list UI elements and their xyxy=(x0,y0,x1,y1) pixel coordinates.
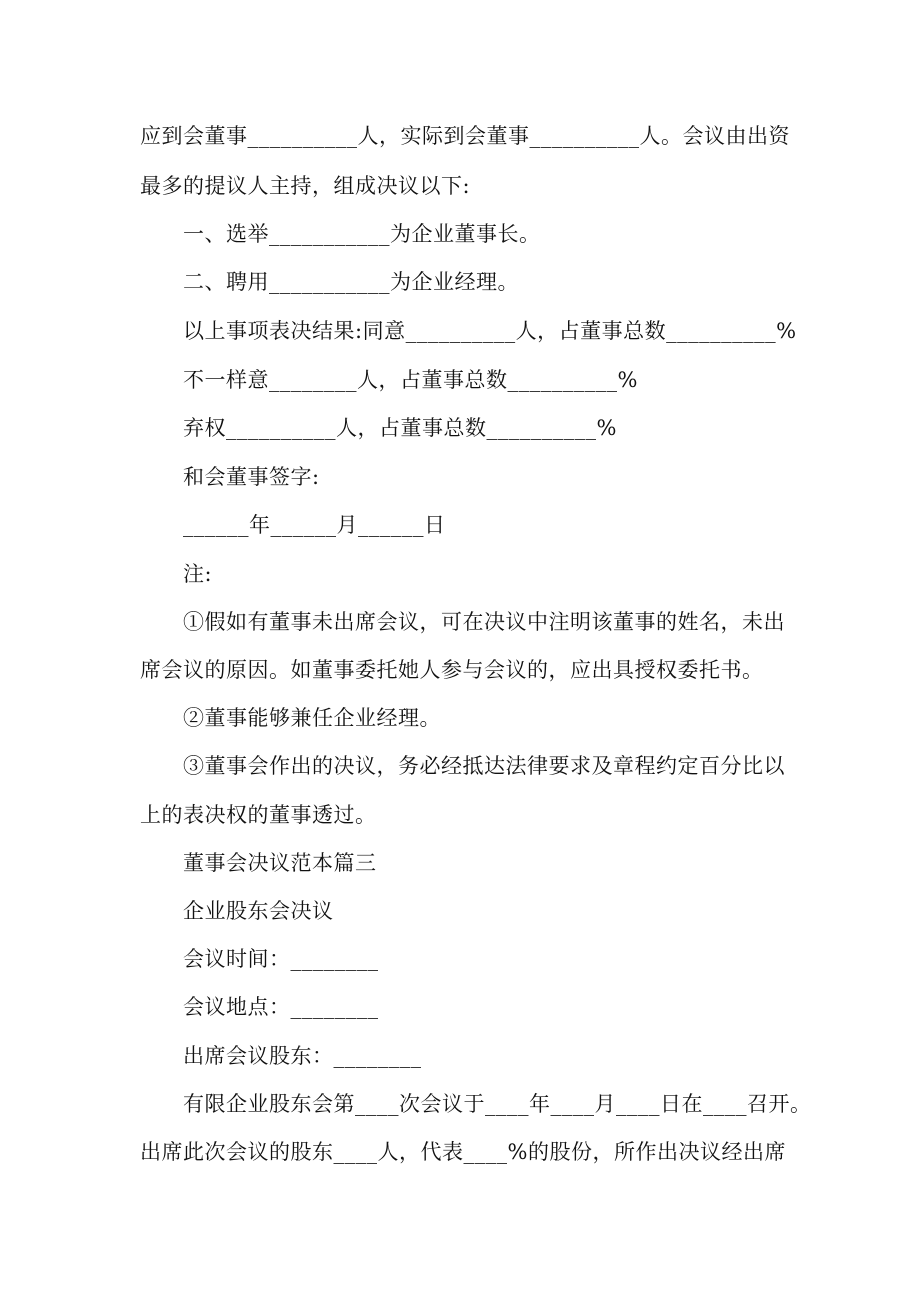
text-line: 二、聘用___________为企业经理。 xyxy=(183,270,519,294)
text-line: 出席此次会议的股东____人，代表____%的股份，所作出决议经出席 xyxy=(140,1140,786,1164)
text-line: ①假如有董事未出席会议，可在决议中注明该董事的姓名，未出 xyxy=(183,610,785,634)
text-line: 上的表决权的董事透过。 xyxy=(140,803,377,827)
text-line: 以上事项表决结果:同意__________人，占董事总数__________% xyxy=(183,319,797,343)
text-line: ②董事能够兼任企业经理。 xyxy=(183,706,441,730)
note-heading: 注: xyxy=(183,562,213,586)
attending-shareholders-line: 出席会议股东：________ xyxy=(183,1044,422,1068)
text-line: 和会董事签字: xyxy=(183,465,320,489)
section-subtitle: 企业股东会决议 xyxy=(183,899,334,923)
section-title: 董事会决议范本篇三 xyxy=(183,851,377,875)
text-line: 一、选举___________为企业董事长。 xyxy=(183,222,541,246)
text-line: 弃权__________人，占董事总数__________% xyxy=(183,416,617,440)
text-line: 有限企业股东会第____次会议于____年____月____日在____召开。 xyxy=(183,1092,812,1116)
text-line: 席会议的原因。如董事委托她人参与会议的，应出具授权委托书。 xyxy=(140,658,764,682)
text-line: 最多的提议人主持，组成决议以下: xyxy=(140,174,471,198)
date-line: ______年______月______日 xyxy=(183,513,446,537)
text-line: 不一样意________人，占董事总数__________% xyxy=(183,368,638,392)
meeting-place-line: 会议地点：________ xyxy=(183,995,379,1019)
text-line: 应到会董事__________人，实际到会董事__________人。会议由出资 xyxy=(140,124,790,148)
meeting-time-line: 会议时间：________ xyxy=(183,947,379,971)
text-line: ③董事会作出的决议，务必经抵达法律要求及章程约定百分比以 xyxy=(183,754,785,778)
